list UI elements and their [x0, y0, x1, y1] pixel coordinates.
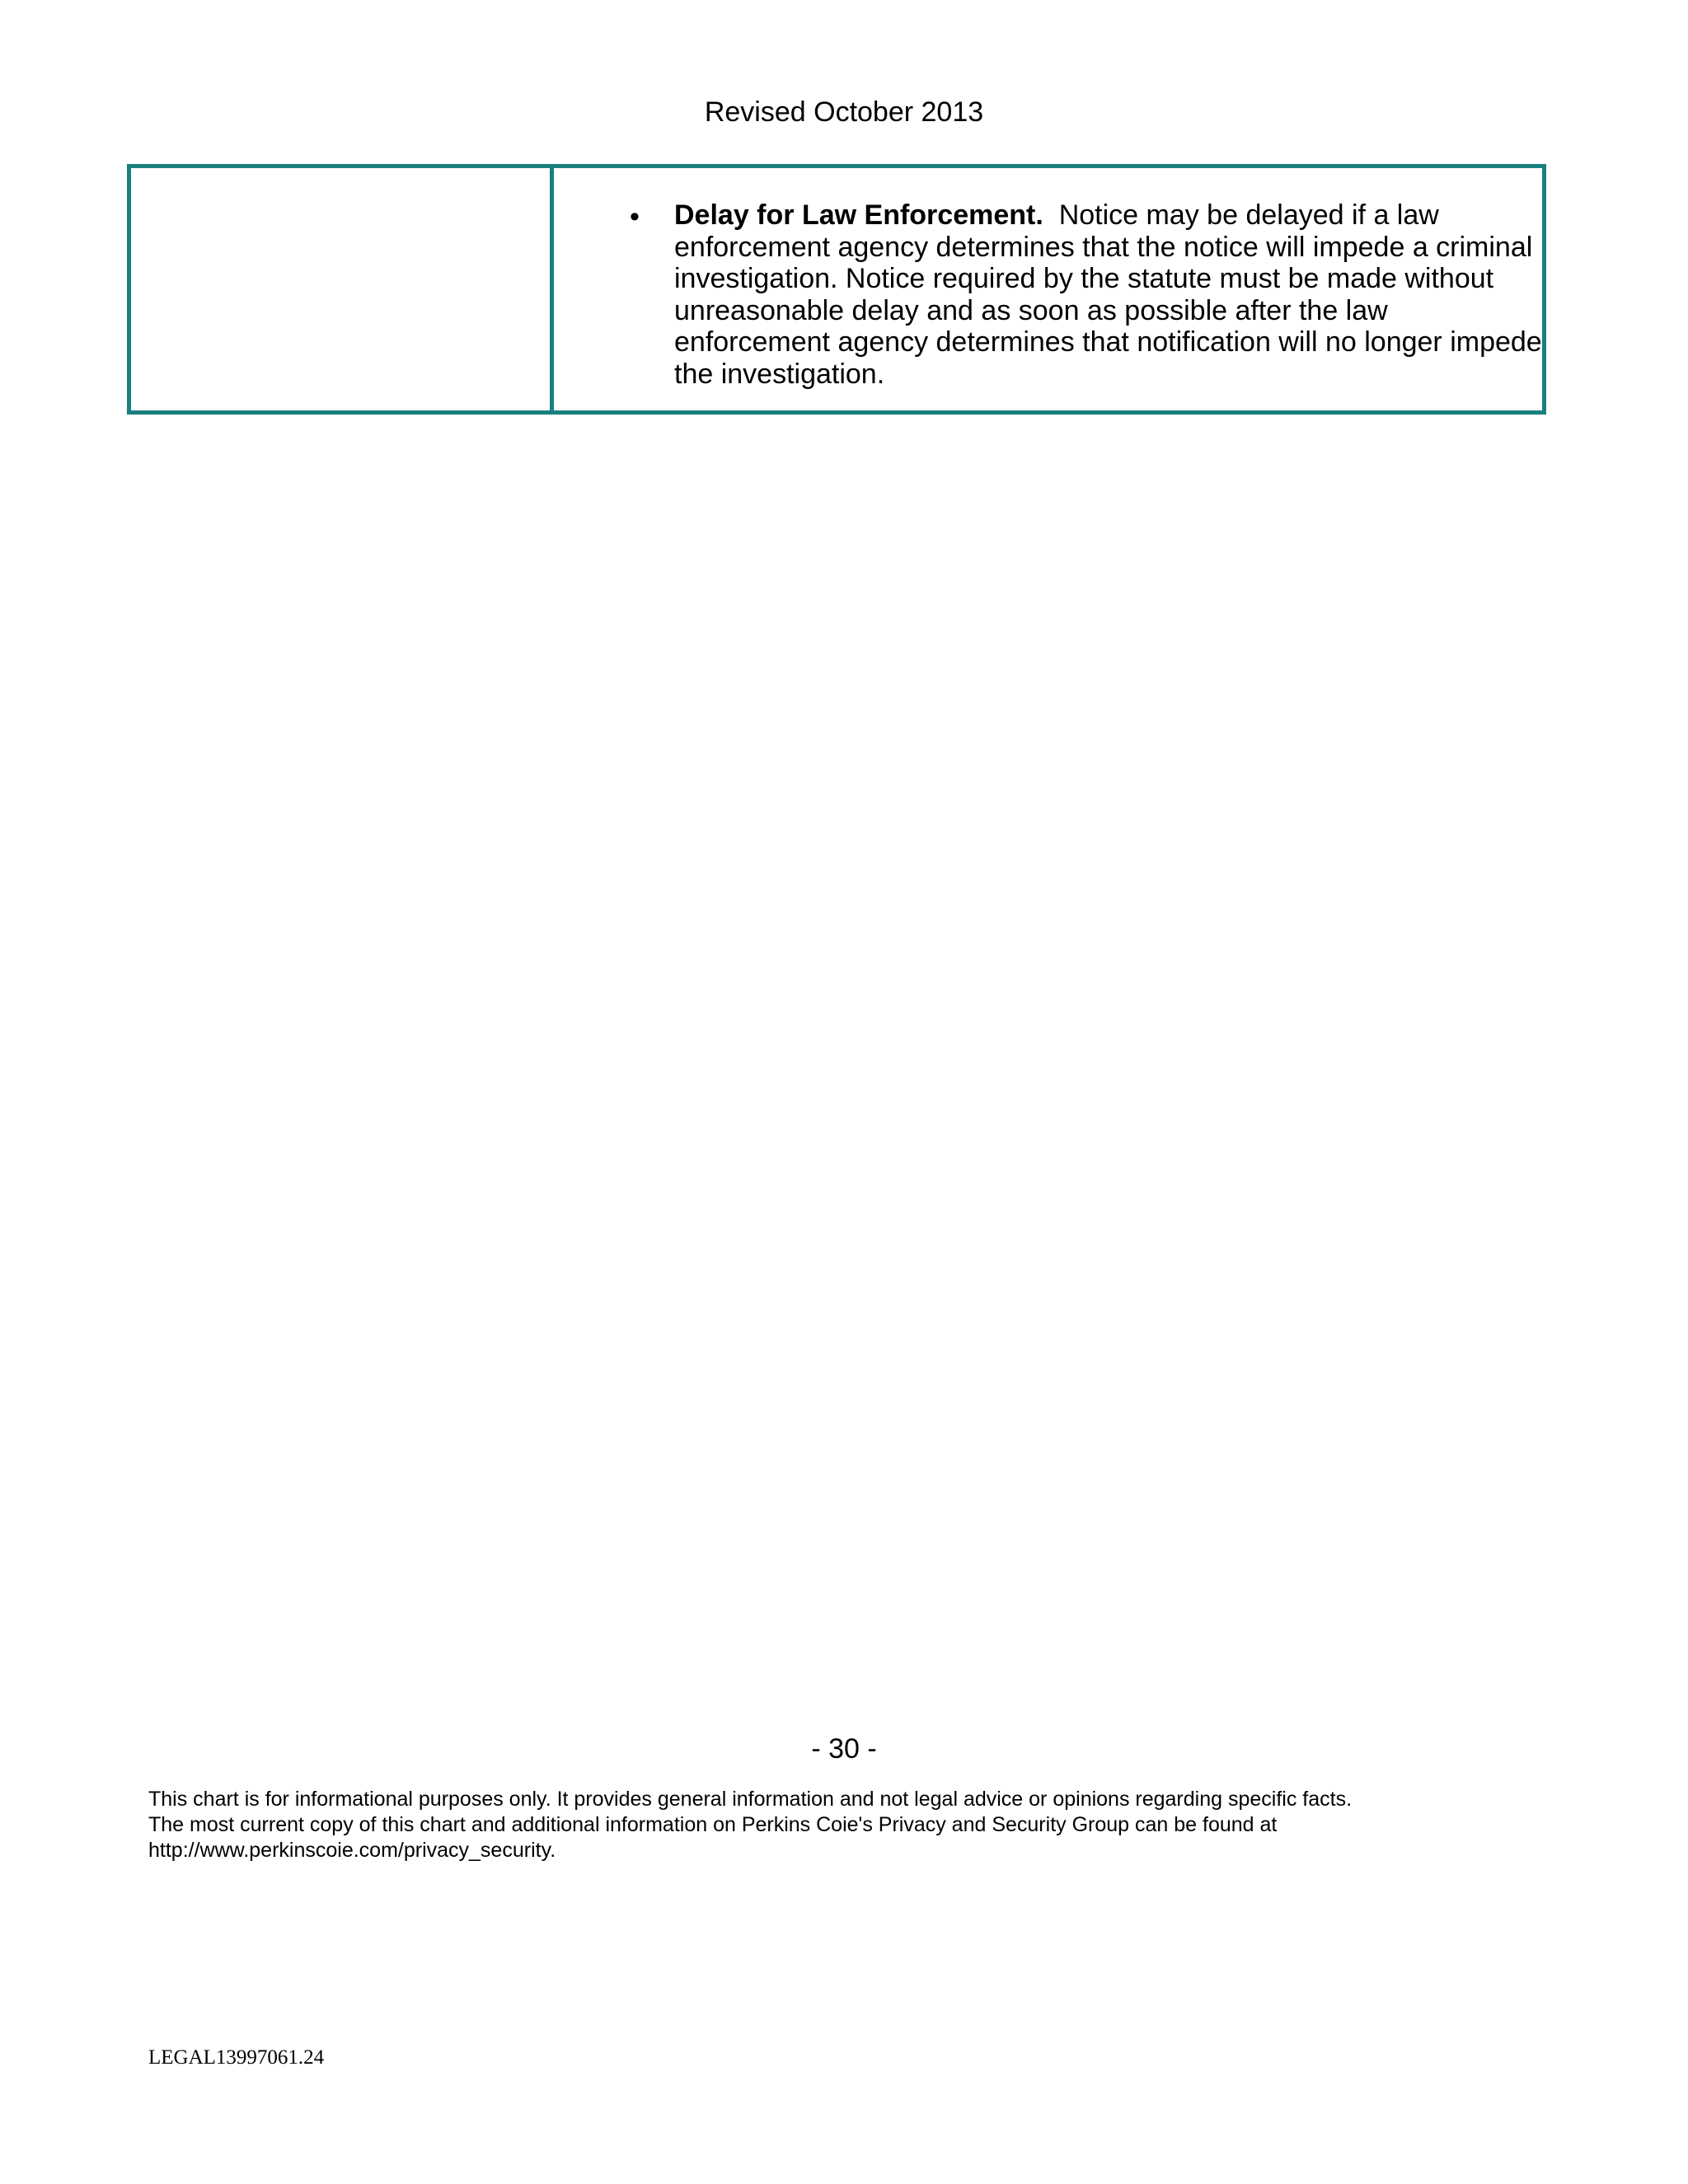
page-number: - 30 - — [811, 1733, 877, 1765]
disclaimer-line: http://www.perkinscoie.com/privacy_security. — [148, 1839, 556, 1862]
disclaimer-text — [148, 1787, 1550, 1863]
bullet-item-text — [674, 199, 1548, 390]
bullet-heading: Delay for Law Enforcement. — [674, 199, 1043, 231]
document-id: LEGAL13997061.24 — [148, 2046, 325, 2069]
revised-date-header: Revised October 2013 — [704, 96, 984, 128]
bullet-icon: • — [630, 201, 640, 232]
bullet-body: Notice may be delayed if a law enforcement agency determines that the notice will impede a criminal investigation. Notice required by the statute must be made without unreasonable delay and as soon as possible after the law enforcement agency determines that notification will no longer impede the investigation. — [674, 199, 1542, 390]
table-cell-left — [131, 168, 554, 410]
requirements-table — [127, 164, 1546, 415]
disclaimer-line: The most current copy of this chart and additional information on Perkins Coie's Privacy and Security Group can be found at — [148, 1813, 1278, 1836]
table-cell-right — [554, 168, 1542, 410]
disclaimer-line: This chart is for informational purposes only. It provides general information and not legal advice or opinions regarding specific facts. — [148, 1788, 1353, 1811]
